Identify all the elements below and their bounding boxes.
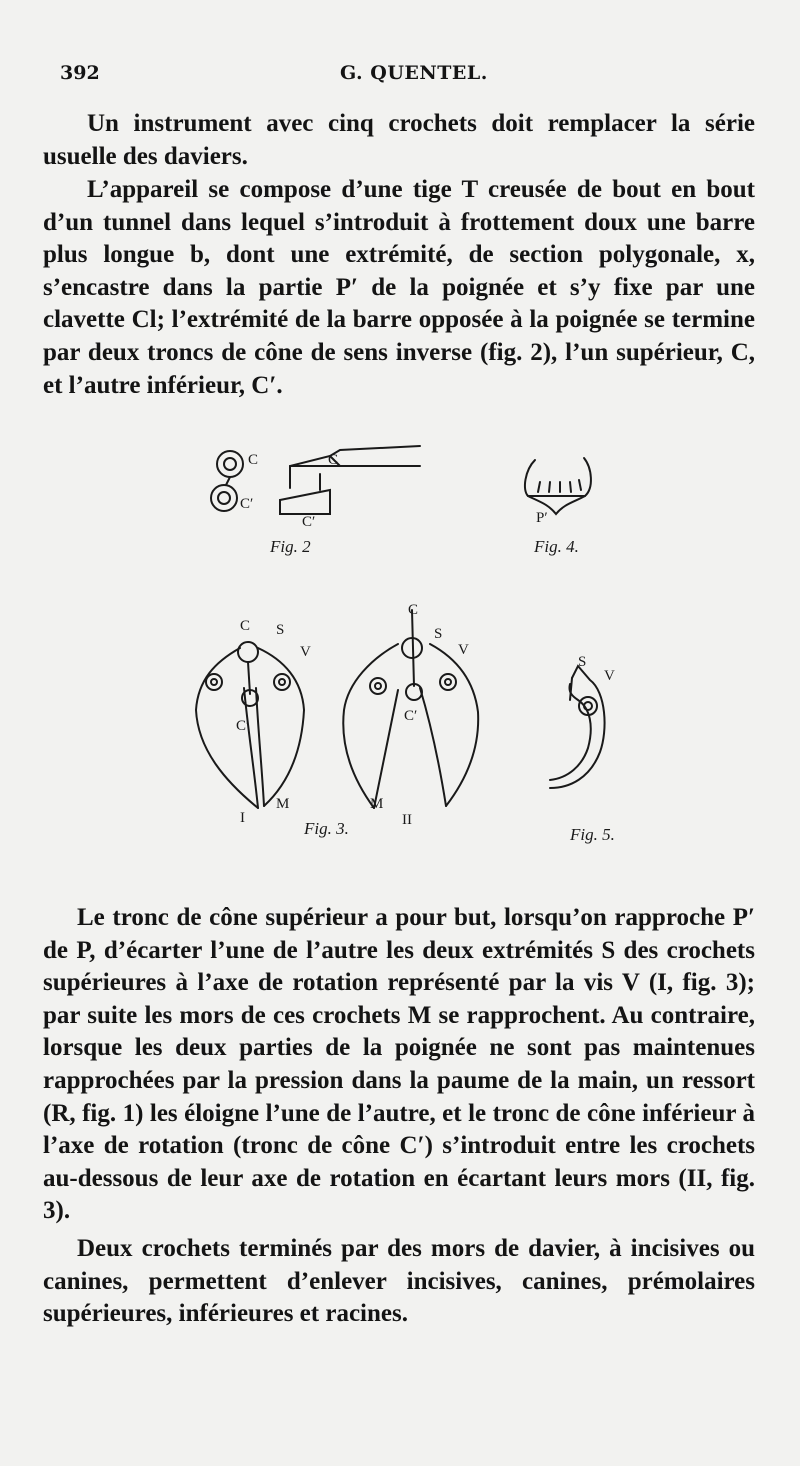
fig3-caption: Fig. 3. <box>304 819 349 838</box>
paragraph-4: Deux crochets terminés par des mors de davier, à incisives ou canines, permettent d’enlever incisives, canines, prémolaires supérieures, inférieures et racines. <box>43 1235 755 1328</box>
fig4-drawing <box>525 458 591 514</box>
fig3-label-7: C <box>408 602 419 618</box>
paragraph-2: L’appareil se compose d’une tige T creusée de bout en bout d’un tunnel dans lequel s’introduit à frottement doux une barre plus longue b, dont une extrémité, de section polygonale, x, s’encastre dans la partie P′ de la poignée et s’y fixe par une clavette Cl; l’extrémité de la barre opposée à la poignée se termine par deux troncs de cône de sens inverse (fig. 2), l’un supérieur, C, et l’autre inférieur, C′. <box>43 176 755 399</box>
fig5-drawing <box>550 666 605 788</box>
fig3-label-10: C′ <box>404 708 418 724</box>
fig4-caption: Fig. 4. <box>534 537 579 556</box>
page-header <box>60 62 740 92</box>
fig5-label-2: V <box>604 668 615 684</box>
fig3-label-2: S <box>276 622 285 638</box>
figures-illustration <box>0 430 800 870</box>
fig3-label-8: S <box>434 626 443 642</box>
paragraph-1: Un instrument avec cinq crochets doit remplacer la série usuelle des daviers. <box>43 110 755 170</box>
fig3-label-12: II <box>402 812 412 828</box>
fig3-label-9: V <box>458 642 469 658</box>
fig3-label-1: C <box>240 618 251 634</box>
page-number: 392 <box>60 62 100 84</box>
fig2-label-1: C <box>248 452 259 468</box>
fig2-label-4: C′ <box>302 514 316 530</box>
fig3-label-4: C′ <box>236 718 250 734</box>
fig3-label-3: V <box>300 644 311 660</box>
fig3-label-5: I <box>240 810 245 826</box>
fig4-label-1: P′ <box>536 510 548 526</box>
fig5-label-1: S <box>578 654 587 670</box>
figures-area <box>0 430 800 870</box>
fig5-caption: Fig. 5. <box>570 825 615 844</box>
fig2-label-2: C′ <box>240 496 254 512</box>
running-head: G. QUENTEL. <box>340 62 488 84</box>
fig3-label-6: M <box>276 796 290 812</box>
fig2-caption: Fig. 2 <box>270 537 311 556</box>
fig2-label-3: C <box>328 452 339 468</box>
paragraph-3: Le tronc de cône supérieur a pour but, lorsqu’on rapproche P′ de P, d’écarter l’une de l’autre les deux extrémités S des crochets supérieures à l’axe de rotation représenté par la vis V (I, fig. 3); par suite les mors de ces crochets M se rapprochent. Au contraire, lorsque les deux parties de la poignée ne sont pas maintenues rapprochées par la pression dans la paume de la main, un ressort (R, fig. 1) les éloigne l’une de l’autre, et le tronc de cône inférieur à l’axe de rotation (tronc de cône C′) s’introduit entre les crochets au-dessous de leur axe de rotation en écartant leurs mors (II, fig. 3). <box>43 904 755 1225</box>
fig3-drawing-i <box>196 642 304 808</box>
fig3-label-11: M <box>370 796 384 812</box>
